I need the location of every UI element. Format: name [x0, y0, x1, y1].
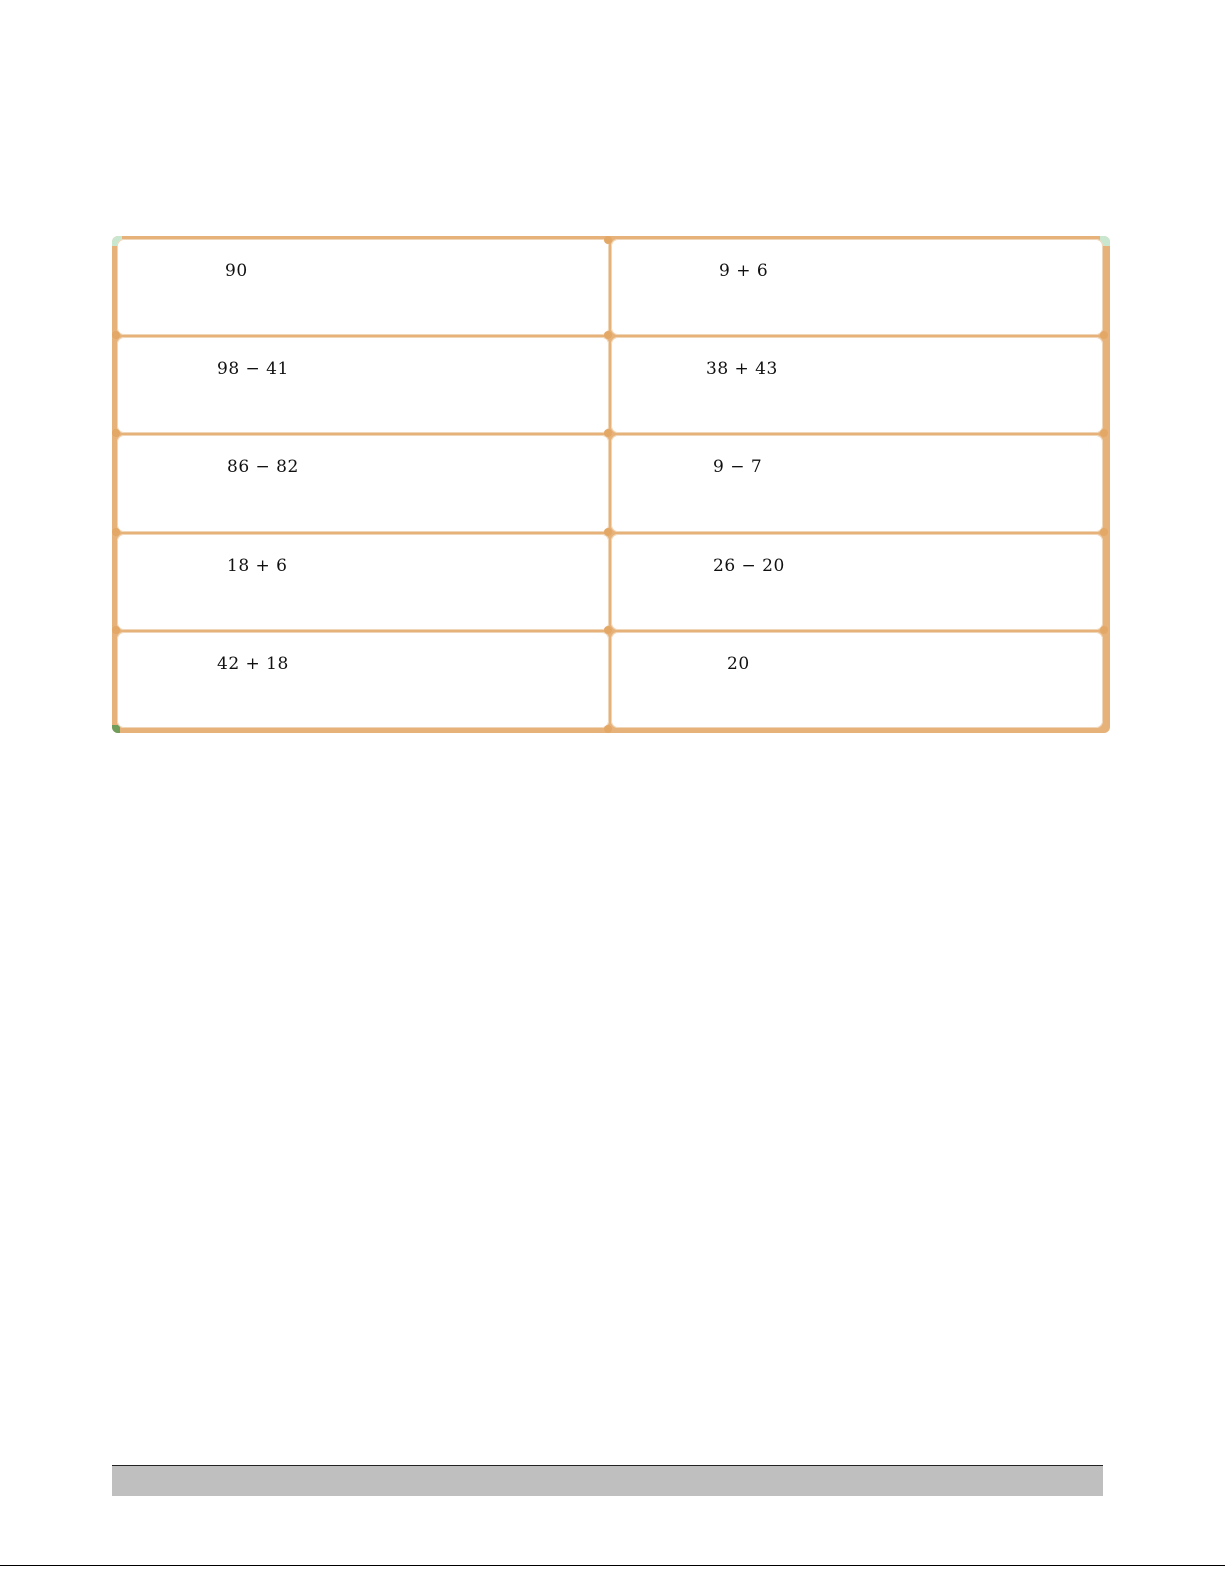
footer-bar [112, 1465, 1103, 1496]
card-90 [117, 239, 609, 335]
joint-dot [604, 725, 612, 733]
joint-dot [604, 528, 612, 536]
card-text: 90 [225, 261, 248, 281]
card-text: 98 − 41 [217, 359, 289, 380]
card-text: 20 [727, 653, 750, 674]
joint-dot [112, 429, 120, 437]
card-grid [117, 239, 1103, 728]
card-text: 38 + 43 [706, 359, 778, 380]
bottom-rule [0, 1565, 1225, 1566]
joint-dot [1100, 429, 1108, 437]
card-38-plus-43 [611, 337, 1103, 433]
card-9-plus-6 [611, 239, 1103, 335]
joint-dot [112, 331, 120, 339]
card-text: 9 − 7 [713, 457, 763, 478]
card-18-plus-6 [117, 534, 609, 630]
joint-dot [1100, 331, 1108, 339]
card-86-minus-82 [117, 435, 609, 531]
joint-dot [604, 429, 612, 437]
card-text: 42 + 18 [217, 653, 289, 674]
matching-cards-image [112, 236, 1110, 733]
card-20 [611, 632, 1103, 728]
card-9-minus-7 [611, 435, 1103, 531]
joint-dot [604, 626, 612, 634]
card-42-plus-18 [117, 632, 609, 728]
joint-dot [604, 236, 612, 244]
joint-dot [1100, 528, 1108, 536]
card-text: 18 + 6 [227, 555, 288, 576]
joint-dot [604, 331, 612, 339]
card-26-minus-20 [611, 534, 1103, 630]
joint-dot [1100, 626, 1108, 634]
card-text: 26 − 20 [713, 555, 785, 576]
card-98-minus-41 [117, 337, 609, 433]
joint-dot [112, 626, 120, 634]
card-text: 86 − 82 [227, 457, 299, 478]
joint-dot [112, 528, 120, 536]
card-text: 9 + 6 [719, 261, 769, 281]
